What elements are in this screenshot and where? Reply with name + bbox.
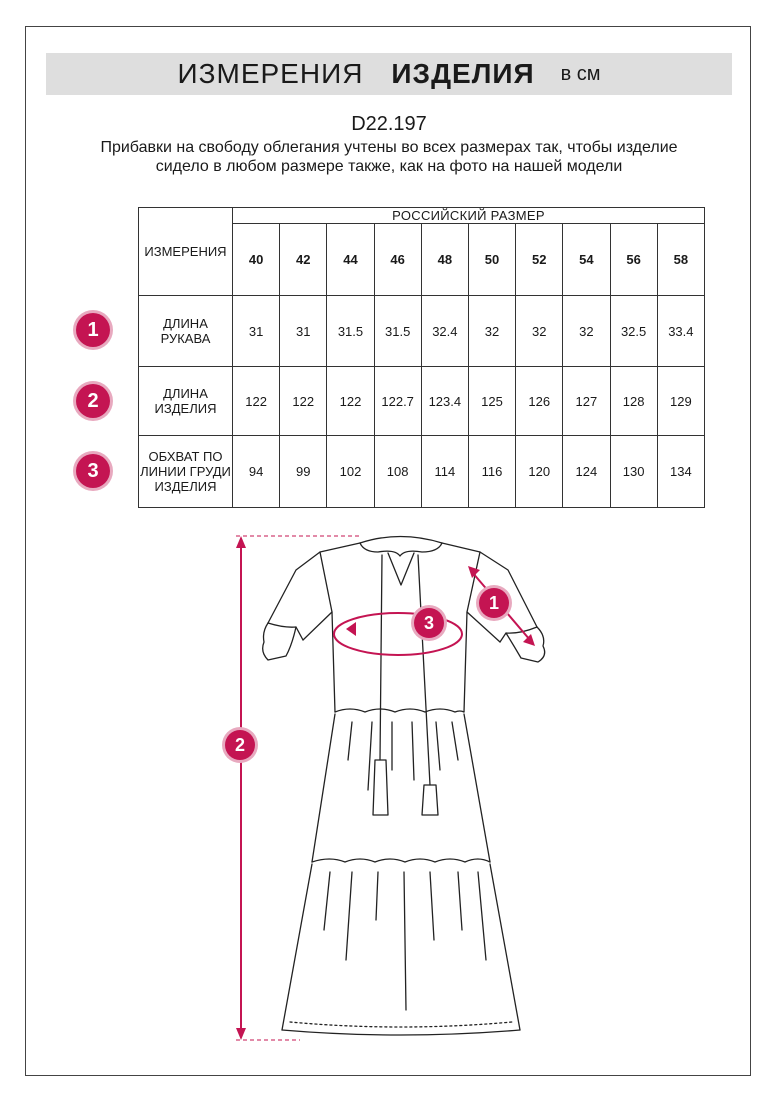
size-cell: 44	[327, 224, 374, 296]
row-label: ОБХВАТ ПО ЛИНИИ ГРУДИ ИЗДЕЛИЯ	[139, 436, 233, 508]
value-cell: 122	[233, 367, 280, 436]
value-cell: 31.5	[327, 296, 374, 367]
title-unit: в см	[560, 62, 601, 85]
value-cell: 128	[610, 367, 657, 436]
value-cell: 32.4	[421, 296, 468, 367]
value-cell: 122	[327, 367, 374, 436]
measurements-header: ИЗМЕРЕНИЯ	[139, 208, 233, 296]
value-cell: 32	[468, 296, 515, 367]
value-cell: 120	[516, 436, 563, 508]
value-cell: 129	[657, 367, 704, 436]
value-cell: 99	[280, 436, 327, 508]
size-cell: 46	[374, 224, 421, 296]
sleeve-marker-badge: 1	[479, 588, 509, 618]
value-cell: 123.4	[421, 367, 468, 436]
chest-marker-badge: 3	[414, 608, 444, 638]
value-cell: 31	[280, 296, 327, 367]
value-cell: 32	[563, 296, 610, 367]
arrow-head-icon	[346, 622, 356, 636]
row-badge-2: 2	[76, 384, 110, 418]
title-regular: ИЗМЕРЕНИЯ	[177, 58, 364, 89]
value-cell: 122.7	[374, 367, 421, 436]
size-cell: 56	[610, 224, 657, 296]
value-cell: 124	[563, 436, 610, 508]
size-cell: 48	[421, 224, 468, 296]
value-cell: 32	[516, 296, 563, 367]
arrow-head-icon	[523, 634, 535, 646]
value-cell: 33.4	[657, 296, 704, 367]
value-cell: 122	[280, 367, 327, 436]
title-bold: ИЗДЕЛИЯ	[391, 58, 535, 89]
value-cell: 102	[327, 436, 374, 508]
value-cell: 130	[610, 436, 657, 508]
arrow-head-icon	[236, 1028, 246, 1040]
arrow-head-icon	[468, 566, 480, 578]
size-cell: 42	[280, 224, 327, 296]
value-cell: 126	[516, 367, 563, 436]
value-cell: 94	[233, 436, 280, 508]
value-cell: 116	[468, 436, 515, 508]
value-cell: 134	[657, 436, 704, 508]
size-cell: 58	[657, 224, 704, 296]
value-cell: 125	[468, 367, 515, 436]
arrow-head-icon	[236, 536, 246, 548]
row-badge-1: 1	[76, 313, 110, 347]
product-code: D22.197	[351, 113, 427, 135]
row-label: ДЛИНА ИЗДЕЛИЯ	[139, 367, 233, 436]
row-badge-3: 3	[76, 454, 110, 488]
value-cell: 31	[233, 296, 280, 367]
length-marker-badge: 2	[225, 730, 255, 760]
value-cell: 114	[421, 436, 468, 508]
value-cell: 31.5	[374, 296, 421, 367]
value-cell: 32.5	[610, 296, 657, 367]
size-header: РОССИЙСКИЙ РАЗМЕР	[233, 208, 705, 224]
size-cell: 54	[563, 224, 610, 296]
size-cell: 40	[233, 224, 280, 296]
fit-note: Прибавки на свободу облегания учтены во всех размерах так, чтобы изделие сидело в любом размере также, как на фото на нашей модели	[100, 139, 678, 175]
size-cell: 52	[516, 224, 563, 296]
row-label: ДЛИНА РУКАВА	[139, 296, 233, 367]
value-cell: 108	[374, 436, 421, 508]
size-cell: 50	[468, 224, 515, 296]
value-cell: 127	[563, 367, 610, 436]
